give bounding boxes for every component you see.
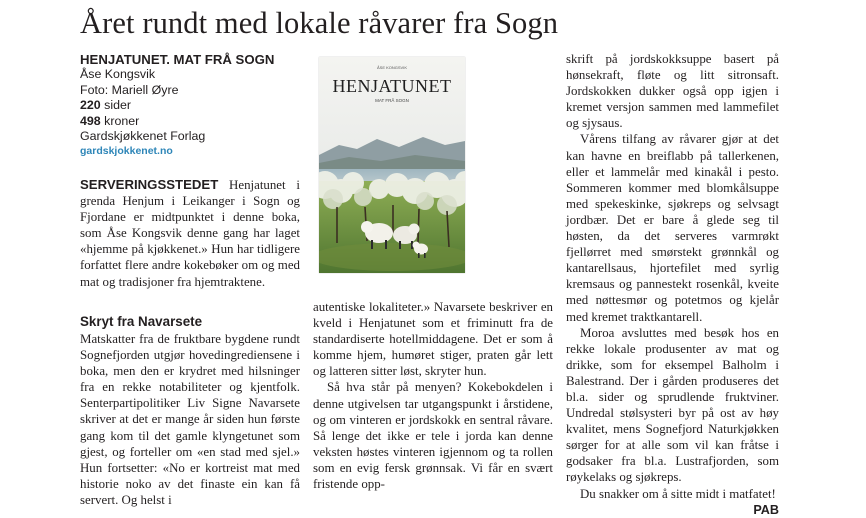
lead-text: Henjatunet i grenda Henjum i Leikanger i Sogn og Fjordane er midtpunktet i denne boka, som Åse Kongsvik denne gang har laget «hjemme på kjøkkenet.» Hun har tidligere forfattet flere andre kokebøker om og med mat og tradisjoner fra hjemtraktene. <box>80 178 300 289</box>
paragraph: autentiske lokaliteter.» Navarsete beskriver en kveld i Henjatunet som et friminutt fra de standardiserte hotellmiddagene. Det er som å komme hjem, humøret stiger, praten går lett og latteren sitter løst, skryter hun. <box>313 300 553 379</box>
cover-title-text: HENJATUNET <box>332 76 452 96</box>
paragraph: Vårens tilfang av råvarer gjør at det kan havne en breiflabb på tallerkenen, eller et lammelår med kinakål i pesto. Sommeren kommer med blomkålsuppe med spekeskinke, sjøkreps og selvsagt jordbær. Det er bare å glede seg til høsten, da det serveres varmrøkt fjellørret med smørstekt grønnkål og kantarellsaus, hjortefilet med syrlig kremsaus og pannestekt rosenkål, kveite med nøttesmør og potetmos og kjelår med kremet traktkantarell. <box>566 132 779 324</box>
paragraph: skrift på jordskokksuppe basert på hønsekraft, fløte og litt sitronsaft. Jordskokken dukker også opp igjen i kremet versjon sammen med lammefilet og sjysaus. <box>566 52 779 131</box>
cover-author-text: ÅSE KONGSVIK <box>376 65 408 70</box>
headline: Året rundt med lokale råvarer fra Sogn <box>80 6 559 40</box>
price-label: kroner <box>104 113 140 128</box>
lead-word: SERVERINGSSTEDET <box>80 177 219 192</box>
book-publisher: Gardskjøkkenet Forlag <box>80 129 206 144</box>
column-1-intro <box>80 177 300 290</box>
paragraph: Matskatter fra de fruktbare bygdene rundt Sognefjorden utgjør hovedingrediensene i boka, men den er krydret med hilsninger fra en rekke notabiliteter og kjentfolk. Senterpartipolitiker Liv Signe Navarsete skriver at det er mange år siden hun første gang kom til det gamle klyngetunet som gjest, og forteller om «en stad med sjel.» Hun fortsetter: «No er kortreist mat med historie noko av det finaste ein kan få servert. Og helst i <box>80 332 300 507</box>
column-3 <box>566 51 779 518</box>
book-cover-image <box>319 57 465 273</box>
book-pages <box>80 98 312 113</box>
book-factbox <box>80 52 312 160</box>
column-1-body <box>80 331 300 508</box>
book-author: Åse Kongsvik <box>80 67 156 82</box>
pages-number: 220 <box>80 98 101 113</box>
book-photographer: Foto: Mariell Øyre <box>80 82 179 97</box>
column-2 <box>313 299 553 492</box>
cover-subtitle-text: MAT FRÅ SOGN <box>375 98 409 103</box>
paragraph: Moroa avsluttes med besøk hos en rekke lokale produsenter av mat og drikke, som for eksempel Balholm i Balestrand. Der i gården produseres det bl.a. sider og sprudlende fruktviner. Undredal stølsysteri byr på ost av høy kvalitet, mens Sognefjord Naturkjøkken sørger for at alle som vil kan fråtse i godsaker fra bl.a. Lustrafjorden, som røykelaks og sjøkreps. <box>566 325 779 485</box>
paragraph: Du snakker om å sitte midt i matfatet! <box>580 486 776 501</box>
paragraph: Så hva står på menyen? Kokebokdelen i denne utgivelsen tar utgangspunkt i årstidene, og om vinteren er jordskokk en sentral råvare. Så lenge det ikke er tele i jorda kan denne veksten høstes vinteren igjennom og ta rollen som en evig fersk grønnsak. Vi får en svært fristende opp- <box>313 380 553 492</box>
pages-label: sider <box>104 98 131 113</box>
price-number: 498 <box>80 113 101 128</box>
subheading: Skryt fra Navarsete <box>80 314 203 329</box>
byline: PAB <box>753 502 779 517</box>
book-title: HENJATUNET. MAT FRÅ SOGN <box>80 52 275 67</box>
book-price <box>80 114 312 129</box>
publisher-website-link[interactable]: gardskjokkenet.no <box>80 145 173 158</box>
